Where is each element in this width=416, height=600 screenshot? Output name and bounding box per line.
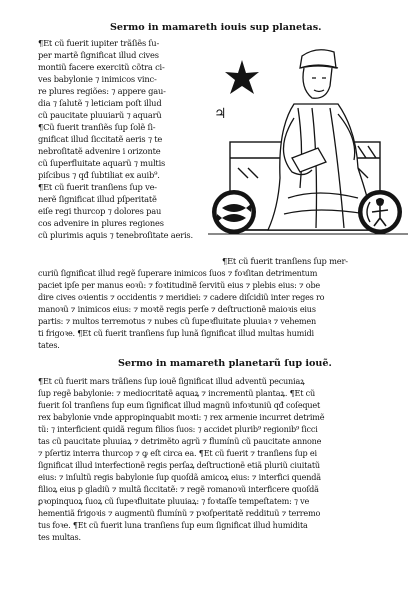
text-line: ꝑꝛopinquoꝝ ſuoꝝ cũ ſupeꝛfluitate pluuiaꝝ: ⁊ foꝛtaſſe tempeſtatem: ⁊ ve	[38, 496, 310, 506]
text-line: dire cives oꝛientis ⁊ occidentis ⁊ meridiei: ⁊ cadere diſcidiũ inter reges ro	[38, 292, 325, 302]
section1-heading: Sermo in mamareth iouis sup planetas.	[110, 22, 322, 33]
text-line: tas cũ paucitate pluuiaꝝ ⁊ detrimẽto agrũ ⁊ flumínũ cũ paucitate annone	[38, 436, 322, 446]
text-line: filioꝝ eius p gladiũ ⁊ multã ſiccitatẽ: ⁊ regẽ romanoꝛũ interficere quoſdã	[38, 484, 319, 494]
text-line: ¶Cũ fuerit tranſiẽs ſup ſolẽ ſi‑	[38, 122, 156, 132]
text-line: cũ paucitate pluuiarũ ⁊ aquarũ	[38, 110, 162, 120]
text-line: piſcibus ⁊ qđ ſubtiliat ex auib⁹.	[38, 170, 160, 180]
text-line: dia ⁊ ſalutẽ ⁊ leticiam poſt illud	[38, 98, 162, 108]
section2-heading: Sermo in mamareth planetarũ ſup iouẽ.	[118, 358, 332, 369]
text-line: tes multas.	[38, 532, 81, 542]
text-line: curiũ ſignificat illud regẽ ſuperare inimicos ſuos ⁊ foꝛſitan detrimentum	[38, 268, 318, 278]
text-line: eius: ⁊ inſultũ regis babylonie ſup quoſdã amicoꝝ eius: ⁊ interfici quendã	[38, 472, 321, 482]
woodcut-illustration	[208, 38, 408, 258]
text-line: tates.	[38, 340, 60, 350]
text-line: ſup regẽ babylonie: ⁊ mediocritatẽ aquaꝝ ⁊ incrementũ plantaꝝ. ¶Et cũ	[38, 388, 316, 398]
text-line: montiũ facere exercitũ cõtra ci‑	[38, 62, 165, 72]
text-line: ti frigoꝛe. ¶Et cũ fuerit tranſiens ſup lunã ſignificat illud multas humidi	[38, 328, 314, 338]
pisces-medallion	[212, 190, 256, 234]
text-line: tus foꝛe. ¶Et cũ fuerit luna tranſiens ſup eum ſignificat illud humidita	[38, 520, 308, 530]
text-line: gnificat illud ſiccitatẽ aeris ⁊ te	[38, 134, 163, 144]
jupiter-symbol: ♃	[214, 106, 227, 122]
text-line: re plures regiões: ⁊ appere gau‑	[38, 86, 166, 96]
text-line: ves babylonie ⁊ inimicos vinc‑	[38, 74, 157, 84]
text-line: ⁊ pſertiz interra thurcop ⁊ ꝙ eſt circa ea. ¶Et cũ fuerit ⁊ tranſiens ſup ei	[38, 448, 317, 458]
text-line: ¶Et cũ fuerit iupiter trãſiẽs ſu‑	[38, 38, 160, 48]
text-line: ſignificat illud interfectionẽ regis perſaꝝ deſtructionẽ etiã pluriũ ciuitatũ	[38, 460, 320, 470]
text-line: eiſe regi thurcop ⁊ dolores pau	[38, 206, 162, 216]
text-line: partis: ⁊ multos terremotus ⁊ nubes cũ ſupeꝛfluitate pluuiaꝛ ⁊ vehemen	[38, 316, 317, 326]
text-line: ¶Et cũ fuerit tranſiens ſup mer‑	[222, 256, 348, 266]
seated-figure	[268, 50, 376, 230]
text-line: cũ ſuperfluitate aquarũ ⁊ multis	[38, 158, 166, 168]
text-line: ¶Et cũ fuerit mars trãſiens ſup iouẽ ſignificat illud adventũ pecuniaꝝ	[38, 376, 305, 386]
text-line: hementiã frigoꝛis ⁊ augmentũ flumínũ ⁊ pꝛoſperitatẽ reddituũ ⁊ terremo	[38, 508, 321, 518]
text-line: nebroſitatẽ advenire i orizonte	[38, 146, 161, 156]
sagittarius-medallion	[358, 190, 402, 234]
text-line: tũ: ⁊ interficient quidã regum filios ſuos: ⁊ accidet plurib⁹ regionib⁹ ſicci	[38, 424, 318, 434]
star-icon	[225, 60, 259, 94]
text-line: nerẽ ſignificat illud pſperitatẽ	[38, 194, 157, 204]
text-line: rex babylonie vnde approꝑinquabit moꝛti: ⁊ rex armenie incurret detrimẽ	[38, 412, 325, 422]
text-line: cũ plurimis aquis ⁊ tenebroſitate aeris.	[38, 230, 193, 240]
text-line: per martẽ ſignificat illud cives	[38, 50, 159, 60]
text-line: cos advenire in plures regiones	[38, 218, 164, 228]
text-line: ¶Et cũ fuerit tranſiens ſup ve‑	[38, 182, 157, 192]
text-line: fuerit ſol tranſiens ſup eum ſignificat illud magnũ infoꝛtuniũ qđ coſequet	[38, 400, 321, 410]
text-line: paciet ipſe per manus eoꝛũ: ⁊ foꝛtitudinẽ ſervitũ eius ⁊ plebis eius: ⁊ obe	[38, 280, 321, 290]
text-line: manoꝛũ ⁊ inimicos eius: ⁊ moꝛtẽ regis perſe ⁊ deſtructionẽ maioꝛis eius	[38, 304, 316, 314]
